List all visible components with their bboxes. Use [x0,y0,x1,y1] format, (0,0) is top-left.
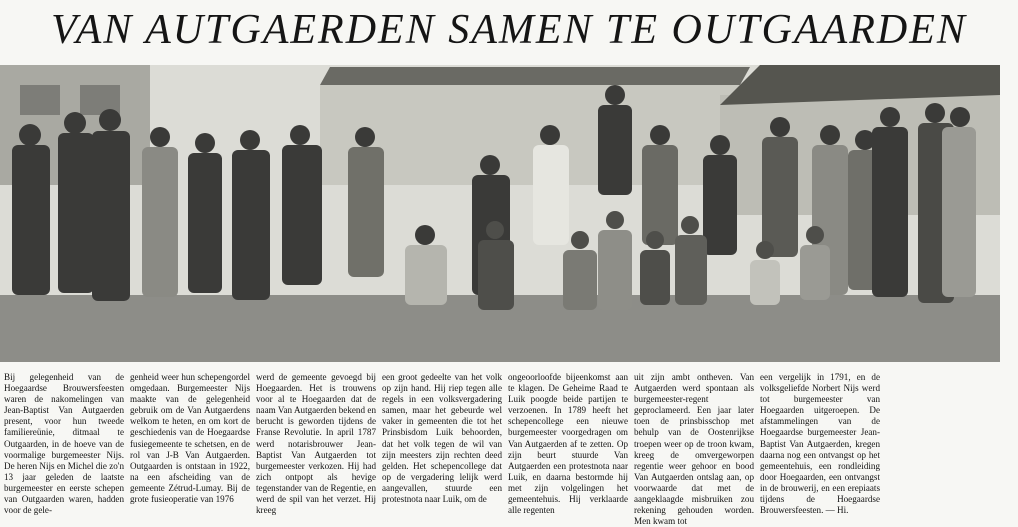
article-paragraph: een vergelijk in 1791, en de volksgeliefde Norbert Nijs werd tot burgemeester van Hoegaarden uitgeroepen. De afstammelingen van de Hoegaardse burgemeester Jean-Baptist Van Autgaerden, kregen daarna nog een ontvangst op het gemeentehuis, een rondleiding door Hoegaarden, een ontvangst in de brouwerij, en een erepiaats tijdens de Hoegaardse Brouwersfeesten. — Hi. [760,372,880,516]
article-column-6 [634,372,754,527]
headline: VAN AUTGAERDEN SAMEN TE OUTGAARDEN [51,7,967,53]
farmhouse-roof [320,67,750,85]
article-paragraph: Bij gelegenheid van de Hoegaardse Brouwersfeesten waren de nakomelingen van Jean-Baptist Van Autgaerden present, voor hun tweede familiereünie, ditmaal te Outgaarden, in de hoeve van de voormalige burgemeester Nijs. De heren Nijs en Michel die zo'n 13 jaar geleden de laatste burgemeester en eerste schepen van Outgaarden waren, hadden voor de gele- [4,372,124,516]
article-column-5 [508,372,628,516]
article-column-4 [382,372,502,512]
article-column-2 [130,372,250,512]
article-column-1 [4,372,124,516]
article-body [4,372,1016,527]
article-paragraph: ongeoorloofde bijeenkomst aan te klagen. De Geheime Raad te Luik poogde beide partijen te verzoenen. In 1789 heeft het schepencollege een nieuwe burgemeester voorgedragen om Van Autgaerden af te zetten. Op zijn beurt stuurde Van Autgaerden een protestnota naar Luik, en daarna bestormde hij met zijn volgelingen het gemeentehuis. Hij verklaarde alle regenten [508,372,628,516]
article-paragraph: genheid weer hun schepengordel omgedaan. Burgemeester Nijs maakte van de gelegenheid gebruik om de Van Autgaerdens welkom te heten, en om kort de geschiedenis van de Hoegaardse fusiegemeente te schetsen, en de rol van J-B Van Autgaerden. Outgaarden is ontstaan in 1922, na een afscheiding van de gemeente Zétrud-Lumay. Bij de grote fusieoperatie van 1976 [130,372,250,505]
group-photo [0,65,1000,362]
article-paragraph: een groot gedeelte van het volk op zijn hand. Hij riep tegen alle regels in een volksvergadering samen, maar het gebeurde wel vaker in gemeenten die tot het Prinsbisdom Luik behoorden, dat het volk tegen de wil van zijn meesters zijn rechten deed gelden. Het schepencollege dat op de vergadering lelijk werd aangevallen, stuurde een protestnota naar Luik, om de [382,372,502,505]
group-photo-illustration [0,65,1000,362]
article-column-7 [760,372,880,516]
article-column-3 [256,372,376,516]
left-window [20,85,60,115]
article-paragraph: werd de gemeente gevoegd bij Hoegaarden. Het is trouwens voor al te Hoegaarden dat de naam Van Autgaerden bekend en berucht is geworden tijdens de Franse Revolutie. In april 1787 werd notarisbrouwer Jean-Baptist Van Autgaerden tot burgemeester verkozen. Hij had zich ontpopt als hevige tegenstander van de Regentie, en werd de spil van het verzet. Hij kreeg [256,372,376,516]
article-paragraph: uit zijn ambt ontheven. Van Autgaerden werd spontaan als burgemeester-regent geproclameerd. Een jaar later toen de prinsbisschop met behulp van de Oostenrijkse troepen weer op de troon kwam, kreeg de omvergeworpen regentie weer gehoor en bood Van Autgaerden ontslag aan, op voorwaarde dat met de aangeklaagde misbruiken zou rekening gehouden worden. Men kwam tot [634,372,754,527]
